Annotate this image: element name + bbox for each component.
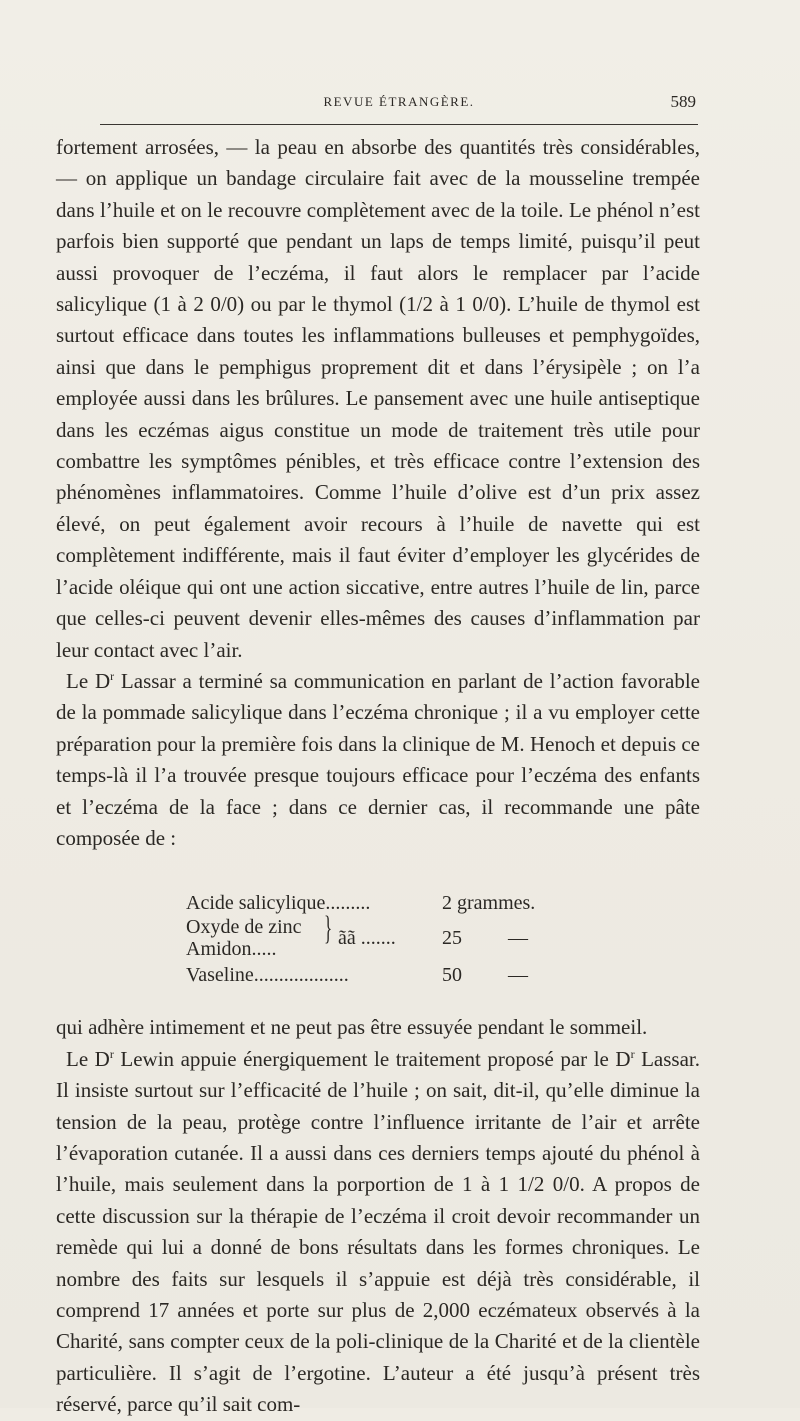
formula-amount-oxyde-amidon: 25 xyxy=(442,927,462,950)
doctor-superscript: r xyxy=(109,1046,114,1061)
formula-ingredient-oxyde: Oxyde de zinc xyxy=(186,916,302,939)
formula-dash-oxyde-amidon: — xyxy=(508,927,528,950)
formula-brace: } xyxy=(324,910,333,948)
paragraph-3: qui adhère intimement et ne peut pas être essuyée pendant le sommeil. xyxy=(56,1015,648,1040)
paragraph-4-text-b: Lassar. Il insiste surtout sur l’efficacité de l’huile ; on sait, dit-il, qu’elle diminue la tension de la peau, protège contre l’influence irritante de l’air et arrête l’évaporation cutanée. Il a aussi dans ces derniers temps ajouté du phénol à l’huile, mais seulement dans la porportion de 1 à 1 1/2 0/0. A propos de cette discussion sur la thérapie de l’eczéma il croit devoir recommander un remède qui lui a donné de bons résultats dans les formes chroniques. Le nombre des faits sur lesquels il s’appuie est déjà très considérable, il comprend 17 années et porte sur plus de 2,000 eczémateux observés à la Charité, sans compter ceux de la poli-clinique de la Charité et de la clientèle particulière. Il s’agit de l’ergotine. L’auteur a été jusqu’à présent très réservé, parce qu’il sait com- xyxy=(56,1046,700,1417)
formula-ingredient-vaseline: Vaseline................... xyxy=(186,964,349,987)
formula-dash-vaseline: — xyxy=(508,964,528,987)
doctor-superscript: r xyxy=(630,1046,635,1061)
paragraph-2-text: Lassar a terminé sa communication en parlant de l’action favorable de la pommade salicylique dans l’eczéma chronique ; il a vu employer cette préparation pour la première fois dans la clinique de M. Henoch et depuis ce temps-là il l’a trouvée presque toujours efficace pour l’eczéma des enfants et l’eczéma de la face ; dans ce dernier cas, il recommande une pâte composée de : xyxy=(56,668,700,850)
prescription-formula xyxy=(56,888,700,1006)
formula-ingredient-acide: Acide salicylique......... xyxy=(186,892,371,915)
formula-aa-dots: ãã ....... xyxy=(338,927,396,950)
formula-amount-vaseline: 50 xyxy=(442,964,462,987)
header-rule xyxy=(100,124,698,125)
doctor-superscript: r xyxy=(110,668,115,683)
page-number: 589 xyxy=(670,92,696,111)
paragraph-2 xyxy=(56,666,700,854)
paragraph-1: fortement arrosées, — la peau en absorbe des quantités très considérables, — on applique un bandage circulaire fait avec de la mousseline trempée dans l’huile et on le recouvre complètement avec de la toile. Le phénol n’est parfois bien supporté que pendant un laps de temps limité, puisqu’il peut aussi provoquer de l’eczéma, il faut alors le remplacer par l’acide salicylique (1 à 2 0/0) ou par le thymol (1/2 à 1 0/0). L’huile de thymol est surtout efficace dans toutes les inflammations bulleuses et pemphygoïdes, ainsi que dans le pemphigus proprement dit et dans l’érysipèle ; on l’a employée aussi dans les brûlures. Le pansement avec une huile antiseptique dans les eczémas aigus constitue un mode de traitement très utile pour combattre les symptômes pénibles, et très efficace contre l’extension des phénomènes inflammatoires. Comme l’huile d’olive est d’un prix assez élevé, on peut également avoir recours à l’huile de navette qui est complètement indifférente, mais il faut éviter d’employer les glycérides de l’acide oléique qui ont une action siccative, entre autres l’huile de lin, parce que celles-ci peuvent devenir elles-mêmes des causes d’inflammation par leur contact avec l’air. xyxy=(56,135,700,662)
paragraph-4 xyxy=(56,1044,700,1421)
page-header xyxy=(100,92,698,114)
paragraph-2-lead: Le D xyxy=(66,668,111,693)
paragraph-4-lead: Le D xyxy=(66,1046,110,1071)
running-title: REVUE ÉTRANGÈRE. xyxy=(323,94,475,109)
formula-amount-acide: 2 grammes. xyxy=(442,892,536,915)
formula-ingredient-amidon: Amidon..... xyxy=(186,938,277,961)
paragraph-4-text-a: Lewin appuie énergiquement le traitement proposé par le D xyxy=(113,1046,631,1071)
page-body xyxy=(56,132,700,1421)
